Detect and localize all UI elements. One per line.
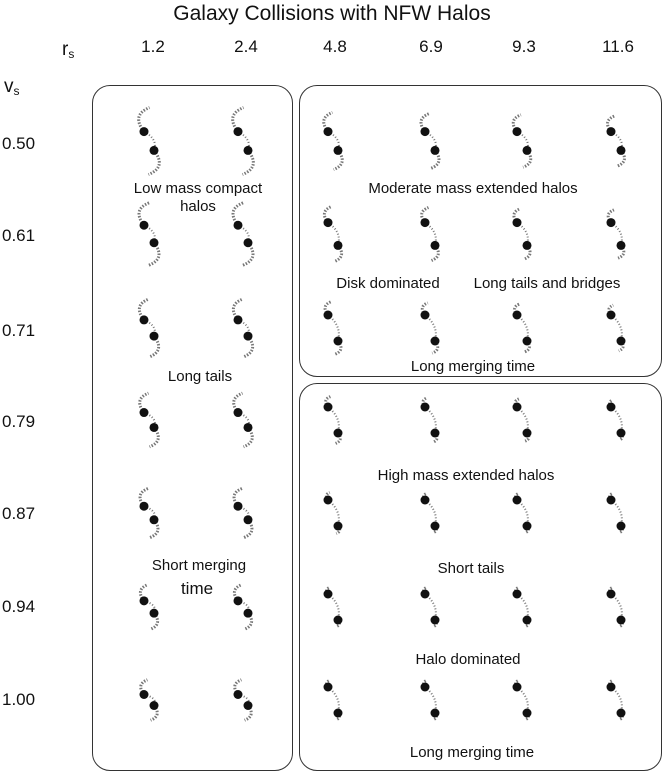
vs-value-1: 0.50 <box>2 134 36 153</box>
vs-value-3: 0.71 <box>2 321 36 340</box>
vs-value-6: 0.94 <box>2 597 36 616</box>
label-time: time <box>174 580 220 597</box>
rs-value-3: 4.8 <box>323 37 347 56</box>
label-long-merging-time-moderate: Long merging time <box>398 358 548 375</box>
vs-axis-label: $v_s$ <box>4 76 20 98</box>
rs-value-4: 6.9 <box>419 37 443 56</box>
rs-value-2: 2.4 <box>234 37 258 56</box>
vs-value-7: 1.00 <box>2 690 36 709</box>
panel-moderate-mass <box>299 85 662 377</box>
rs-value-1: 1.2 <box>141 37 165 56</box>
label-long-tails: Long tails <box>160 368 240 385</box>
label-short-merging: Short merging <box>141 557 257 574</box>
label-short-tails: Short tails <box>428 560 514 577</box>
label-low-mass-compact: Low mass compact <box>118 180 278 197</box>
label-halos: halos <box>168 198 228 215</box>
label-moderate-mass: Moderate mass extended halos <box>348 180 598 197</box>
label-high-mass: High mass extended halos <box>360 467 572 484</box>
vs-value-4: 0.79 <box>2 412 36 431</box>
label-halo-dominated: Halo dominated <box>405 651 531 668</box>
vs-value-2: 0.61 <box>2 226 36 245</box>
rs-axis-label: $r_s$ <box>62 39 75 61</box>
label-long-merging-time-high: Long merging time <box>397 744 547 761</box>
label-disk-dominated: Disk dominated <box>325 275 451 292</box>
figure-title: Galaxy Collisions with NFW Halos <box>173 2 491 25</box>
panel-high-mass <box>299 383 662 771</box>
vs-value-5: 0.87 <box>2 504 36 523</box>
rs-value-6: 11.6 <box>602 37 634 56</box>
rs-value-5: 9.3 <box>512 37 536 56</box>
label-long-tails-bridges: Long tails and bridges <box>459 275 635 292</box>
